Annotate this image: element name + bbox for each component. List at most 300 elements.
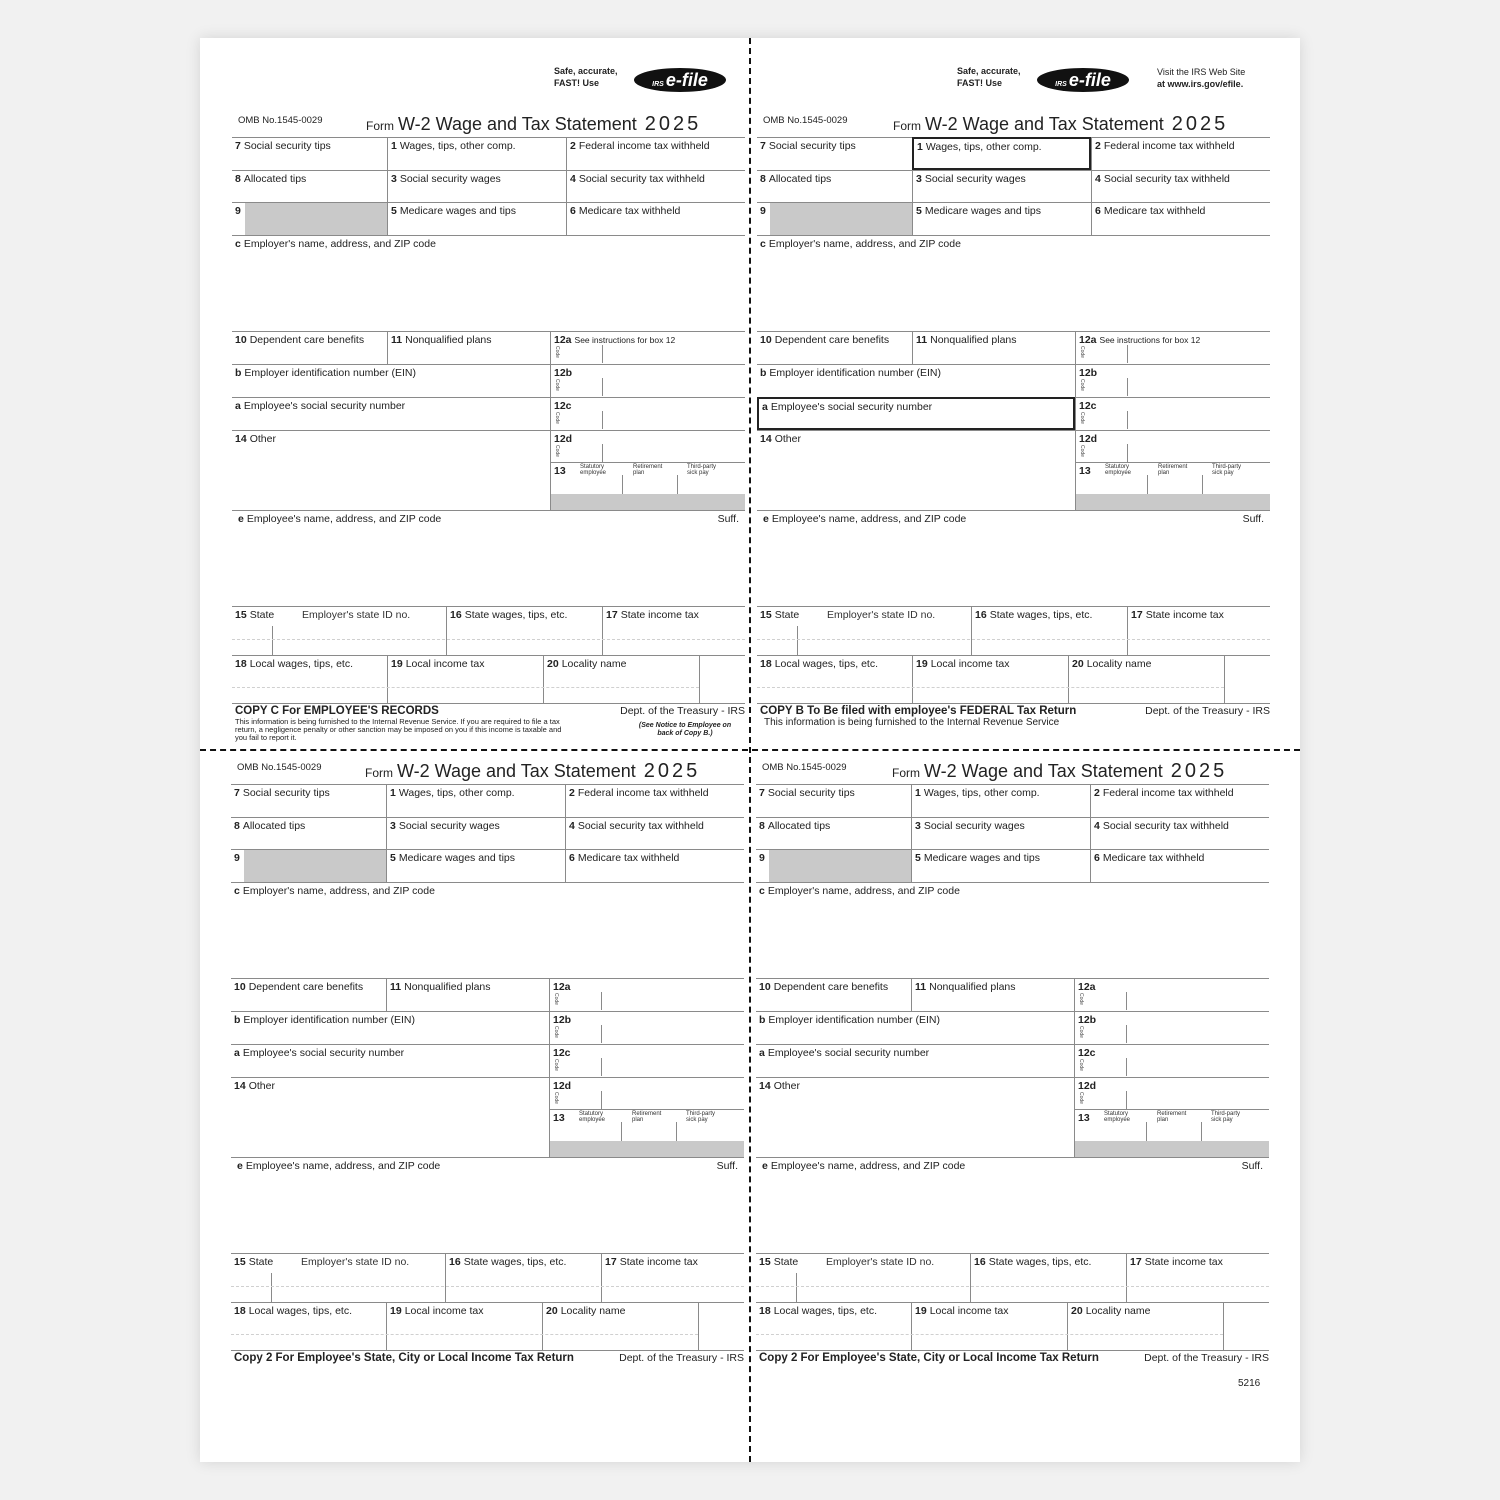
- box-15-state-number: 15: [235, 609, 247, 621]
- box-20-extra[interactable]: [1224, 655, 1270, 703]
- state-divider: [796, 1273, 797, 1302]
- box-14-other-number: 14: [759, 1080, 771, 1092]
- box-8-number: 8: [235, 173, 241, 185]
- box-e-employee[interactable]: [756, 1157, 1269, 1253]
- box-12-code-divider: [601, 1091, 602, 1109]
- box-12c[interactable]: [1075, 397, 1270, 430]
- box-8-label: Allocated tips: [768, 173, 832, 185]
- box-7[interactable]: [756, 784, 911, 817]
- box-11[interactable]: [911, 978, 1074, 1011]
- dept-treasury: Dept. of the Treasury - IRS: [619, 1352, 744, 1364]
- box-11-number: 11: [915, 981, 927, 993]
- box-16-label: State wages, tips, etc.: [988, 1256, 1092, 1268]
- box-6[interactable]: [1090, 849, 1269, 882]
- third-party-sick-pay-label: Third-party sick pay: [1212, 464, 1242, 476]
- box-12b-number: 12b: [1079, 367, 1098, 379]
- box-b-ein-number: b: [760, 367, 767, 379]
- box-7-number: 7: [759, 787, 765, 799]
- box-9-shaded: [769, 850, 911, 882]
- box-5-label: Medicare wages and tips: [399, 205, 516, 217]
- box-12-code-divider: [601, 1058, 602, 1076]
- box-6-number: 6: [1095, 205, 1101, 217]
- box-3-number: 3: [391, 173, 397, 185]
- box-10-number: 10: [235, 334, 247, 346]
- box-16-number: 16: [975, 609, 987, 621]
- box-8[interactable]: [232, 170, 387, 202]
- box-b-ein[interactable]: [756, 1011, 1074, 1044]
- box-13-divider: [676, 1122, 677, 1141]
- box-12d[interactable]: [1074, 1077, 1269, 1109]
- code-label: Code: [554, 346, 560, 358]
- box-e-employee[interactable]: [231, 1157, 744, 1253]
- box-20-label: Locality name: [560, 1305, 626, 1317]
- box-1[interactable]: [911, 784, 1090, 817]
- box-13-number: 13: [553, 1112, 565, 1124]
- box-20[interactable]: [543, 655, 699, 703]
- box-17[interactable]: [1127, 606, 1270, 655]
- local-line-divider: [231, 1334, 698, 1335]
- box-c-employer[interactable]: [232, 235, 745, 331]
- form-title: [892, 760, 1227, 783]
- tax-year: 2025: [1170, 760, 1228, 782]
- omb-number: OMB No.1545-0029: [762, 762, 847, 773]
- box-b-ein[interactable]: [231, 1011, 549, 1044]
- box-c-employer[interactable]: [757, 235, 1270, 331]
- box-15-state-label: State: [774, 609, 800, 621]
- box-e-number: e: [762, 1160, 768, 1172]
- box-10-number: 10: [759, 981, 771, 993]
- box-b-ein-label: Employer identification number (EIN): [244, 367, 416, 379]
- box-a-ssn[interactable]: [232, 397, 550, 430]
- box-20[interactable]: [1067, 1302, 1223, 1350]
- box-12d[interactable]: [549, 1077, 744, 1109]
- box-20-extra[interactable]: [699, 655, 745, 703]
- box-20-number: 20: [1071, 1305, 1083, 1317]
- box-19[interactable]: [386, 1302, 542, 1350]
- tagline-1: Safe, accurate,: [554, 66, 618, 76]
- box-4[interactable]: [1091, 170, 1270, 202]
- box-13-divider: [1201, 1122, 1202, 1141]
- box-14-other[interactable]: [756, 1077, 1074, 1157]
- box-7[interactable]: [232, 137, 387, 170]
- box-1-label: Wages, tips, other comp.: [925, 141, 1042, 153]
- box-c-employer-label: Employer's name, address, and ZIP code: [768, 238, 961, 250]
- copy-title: COPY B To Be filed with employee's FEDERAL Tax Return: [760, 705, 1077, 717]
- box-17-label: State income tax: [620, 609, 699, 621]
- box-12-code-divider: [602, 345, 603, 363]
- box-3[interactable]: [386, 817, 565, 849]
- box-4-label: Social security tax withheld: [577, 820, 704, 832]
- box-c-employer-number: c: [234, 885, 240, 897]
- box-12d[interactable]: [1075, 430, 1270, 462]
- box-12-code-divider: [1126, 1025, 1127, 1043]
- dept-treasury: Dept. of the Treasury - IRS: [1144, 1352, 1269, 1364]
- box-14-other[interactable]: [757, 430, 1075, 510]
- box-e-number: e: [237, 1160, 243, 1172]
- box-1-label: Wages, tips, other comp.: [399, 140, 516, 152]
- copy-title: Copy 2 For Employee's State, City or Local Income Tax Return: [759, 1352, 1099, 1364]
- box-18[interactable]: [232, 655, 387, 703]
- box-e-number: e: [238, 513, 244, 525]
- box-12c[interactable]: [1074, 1044, 1269, 1077]
- statutory-employee-label: Statutory employee: [580, 464, 607, 476]
- box-15-state-label: State: [249, 609, 275, 621]
- code-label: Code: [1079, 379, 1085, 391]
- box-12b[interactable]: [1075, 364, 1270, 397]
- box-12-code-divider: [1126, 1091, 1127, 1109]
- box-12a[interactable]: [550, 331, 745, 364]
- w2-form-copy-1: [232, 66, 745, 757]
- employer-state-id-label: Employer's state ID no.: [826, 1256, 935, 1268]
- box-7-number: 7: [760, 140, 766, 152]
- box-1-label: Wages, tips, other comp.: [923, 787, 1040, 799]
- box-6-label: Medicare tax withheld: [1102, 852, 1205, 864]
- box-a-ssn[interactable]: [756, 1044, 1074, 1077]
- box-10[interactable]: [231, 978, 386, 1011]
- box-c-employer-label: Employer's name, address, and ZIP code: [767, 885, 960, 897]
- logo-text: e-file: [665, 70, 708, 90]
- box-14-other-label: Other: [774, 433, 801, 445]
- box-13-divider: [621, 1122, 622, 1141]
- box-12a[interactable]: [1075, 331, 1270, 364]
- box-20-extra[interactable]: [1223, 1302, 1269, 1350]
- code-label: Code: [554, 379, 560, 391]
- box-7-number: 7: [234, 787, 240, 799]
- box-12d-number: 12d: [554, 433, 573, 445]
- box-b-ein[interactable]: [757, 364, 1075, 397]
- box-1[interactable]: [386, 784, 565, 817]
- box-9-number: 9: [760, 205, 766, 217]
- box-16[interactable]: [445, 1253, 601, 1302]
- visit-line-2: at www.irs.gov/efile.: [1157, 79, 1244, 89]
- copy-note: This information is being furnished to the Internal Revenue Service: [764, 717, 1060, 728]
- state-line-divider: [757, 639, 1270, 640]
- visit-line-1: Visit the IRS Web Site: [1157, 67, 1246, 77]
- state-divider: [272, 626, 273, 655]
- employer-state-id-label: Employer's state ID no.: [301, 1256, 410, 1268]
- form-title: [893, 113, 1228, 136]
- suffix-label: Suff.: [1242, 513, 1264, 525]
- w2-form-copy-2: [757, 66, 1270, 757]
- box-4[interactable]: [565, 817, 744, 849]
- box-8[interactable]: [757, 170, 912, 202]
- box-19-number: 19: [916, 658, 928, 670]
- copy-title: COPY C For EMPLOYEE'S RECORDS: [235, 705, 439, 717]
- box-12d-number: 12d: [553, 1080, 572, 1092]
- box-18-number: 18: [759, 1305, 771, 1317]
- box-19[interactable]: [911, 1302, 1067, 1350]
- form-name: W-2 Wage and Tax Statement: [924, 761, 1163, 781]
- box-e-number: e: [763, 513, 769, 525]
- box-c-employer-label: Employer's name, address, and ZIP code: [242, 885, 435, 897]
- box-c-employer-number: c: [759, 885, 765, 897]
- form-word: Form: [366, 119, 394, 133]
- box-4-number: 4: [1095, 173, 1101, 185]
- box-12d[interactable]: [550, 430, 745, 462]
- box-e-label: Employee's name, address, and ZIP code: [246, 513, 442, 525]
- box-b-ein[interactable]: [232, 364, 550, 397]
- box-20-number: 20: [1072, 658, 1084, 670]
- box-4-label: Social security tax withheld: [1103, 173, 1230, 185]
- box-7-label: Social security tips: [767, 787, 855, 799]
- copy-title: Copy 2 For Employee's State, City or Local Income Tax Return: [234, 1352, 574, 1364]
- box-3[interactable]: [387, 170, 566, 202]
- box-18[interactable]: [757, 655, 912, 703]
- box-6[interactable]: [1091, 202, 1270, 235]
- footer-rule: [756, 1350, 1269, 1351]
- box-13-divider: [677, 475, 678, 494]
- retirement-plan-label: Retirement plan: [633, 464, 663, 476]
- box-20[interactable]: [1068, 655, 1224, 703]
- code-label: Code: [1078, 1026, 1084, 1038]
- box-19-number: 19: [391, 658, 403, 670]
- box-12b[interactable]: [550, 364, 745, 397]
- box-7-label: Social security tips: [768, 140, 856, 152]
- box-4-number: 4: [569, 820, 575, 832]
- retirement-plan-label: Retirement plan: [632, 1111, 662, 1123]
- box-4[interactable]: [1090, 817, 1269, 849]
- retirement-plan-label: Retirement plan: [1158, 464, 1188, 476]
- box-20[interactable]: [542, 1302, 698, 1350]
- box-a-ssn-label: Employee's social security number: [767, 1047, 930, 1059]
- box-13-divider: [622, 475, 623, 494]
- box-4[interactable]: [566, 170, 745, 202]
- box-b-ein-label: Employer identification number (EIN): [768, 1014, 940, 1026]
- box-12c-number: 12c: [554, 400, 572, 412]
- box-2[interactable]: [1091, 137, 1270, 170]
- box-18-label: Local wages, tips, etc.: [774, 658, 878, 670]
- box-14-other-label: Other: [248, 1080, 275, 1092]
- box-8[interactable]: [231, 817, 386, 849]
- irs-efile-logo: [634, 68, 726, 92]
- box-15-state-number: 15: [760, 609, 772, 621]
- box-11-number: 11: [916, 334, 928, 346]
- box-e-employee[interactable]: [232, 510, 745, 606]
- box-12a[interactable]: [549, 978, 744, 1011]
- box-b-ein-number: b: [759, 1014, 766, 1026]
- box-17-number: 17: [606, 609, 618, 621]
- box-11[interactable]: [387, 331, 550, 364]
- box-2[interactable]: [1090, 784, 1269, 817]
- form-word: Form: [892, 766, 920, 780]
- box-b-ein-label: Employer identification number (EIN): [769, 367, 941, 379]
- box-17-label: State income tax: [1144, 1256, 1223, 1268]
- box-16[interactable]: [970, 1253, 1126, 1302]
- box-16-number: 16: [449, 1256, 461, 1268]
- box-b-ein-number: b: [234, 1014, 241, 1026]
- code-label: Code: [1079, 445, 1085, 457]
- box-12a[interactable]: [1074, 978, 1269, 1011]
- box-13-shaded: [551, 494, 745, 510]
- box-11-label: Nonqualified plans: [404, 981, 491, 993]
- box-11[interactable]: [912, 331, 1075, 364]
- code-label: Code: [1079, 412, 1085, 424]
- suffix-label: Suff.: [1241, 1160, 1263, 1172]
- employer-state-id-label: Employer's state ID no.: [827, 609, 936, 621]
- box-20-label: Locality name: [1085, 1305, 1151, 1317]
- box-16[interactable]: [971, 606, 1127, 655]
- box-3-number: 3: [916, 173, 922, 185]
- third-party-sick-pay-label: Third-party sick pay: [686, 1111, 716, 1123]
- box-4-label: Social security tax withheld: [578, 173, 705, 185]
- box-10[interactable]: [232, 331, 387, 364]
- box-3-label: Social security wages: [398, 820, 500, 832]
- box-18-number: 18: [235, 658, 247, 670]
- code-label: Code: [553, 1059, 559, 1071]
- box-c-employer[interactable]: [231, 882, 744, 978]
- box-11[interactable]: [386, 978, 549, 1011]
- box-7-label: Social security tips: [243, 140, 331, 152]
- box-13-shaded: [1075, 1141, 1269, 1157]
- box-19-number: 19: [390, 1305, 402, 1317]
- box-5[interactable]: [386, 849, 565, 882]
- box-2-label: Federal income tax withheld: [578, 140, 710, 152]
- box-17[interactable]: [601, 1253, 744, 1302]
- box-6[interactable]: [566, 202, 745, 235]
- box-14-other[interactable]: [231, 1077, 549, 1157]
- box-17-number: 17: [1130, 1256, 1142, 1268]
- box-5[interactable]: [911, 849, 1090, 882]
- box-a-ssn[interactable]: [231, 1044, 549, 1077]
- box-12c[interactable]: [550, 397, 745, 430]
- box-12b[interactable]: [1074, 1011, 1269, 1044]
- box-e-label: Employee's name, address, and ZIP code: [245, 1160, 441, 1172]
- box-2[interactable]: [565, 784, 744, 817]
- box-3-label: Social security wages: [923, 820, 1025, 832]
- box-5[interactable]: [387, 202, 566, 235]
- box-9-number: 9: [235, 205, 241, 217]
- box-7-label: Social security tips: [242, 787, 330, 799]
- box-18[interactable]: [756, 1302, 911, 1350]
- box-1[interactable]: [387, 137, 566, 170]
- irs-efile-logo: [1037, 68, 1129, 92]
- box-c-employer[interactable]: [756, 882, 1269, 978]
- irs-website-note: [1157, 66, 1245, 90]
- box-8[interactable]: [756, 817, 911, 849]
- box-6-number: 6: [1094, 852, 1100, 864]
- box-10[interactable]: [757, 331, 912, 364]
- box-12a-note: See instructions for box 12: [1099, 335, 1201, 345]
- box-17-number: 17: [1131, 609, 1143, 621]
- box-7[interactable]: [231, 784, 386, 817]
- footer-rule: [232, 703, 745, 704]
- box-11-number: 11: [391, 334, 403, 346]
- box-20-number: 20: [547, 658, 559, 670]
- box-6[interactable]: [565, 849, 744, 882]
- logo-irs: IRS: [1055, 81, 1067, 88]
- box-14-other-number: 14: [234, 1080, 246, 1092]
- box-13-number: 13: [1079, 465, 1091, 477]
- box-3[interactable]: [912, 170, 1091, 202]
- logo-text: e-file: [1068, 70, 1111, 90]
- box-a-ssn-number: a: [235, 400, 241, 412]
- box-10-label: Dependent care benefits: [249, 334, 365, 346]
- box-b-ein-number: b: [235, 367, 242, 379]
- box-12c[interactable]: [549, 1044, 744, 1077]
- footer-rule: [231, 1350, 744, 1351]
- box-2-label: Federal income tax withheld: [577, 787, 709, 799]
- tagline-2: FAST! Use: [554, 78, 600, 88]
- box-19[interactable]: [912, 655, 1068, 703]
- box-1-number: 1: [390, 787, 396, 799]
- box-19[interactable]: [387, 655, 543, 703]
- box-12-code-divider: [1127, 411, 1128, 429]
- box-18-number: 18: [234, 1305, 246, 1317]
- box-3[interactable]: [911, 817, 1090, 849]
- box-6-label: Medicare tax withheld: [1103, 205, 1206, 217]
- box-3-label: Social security wages: [399, 173, 501, 185]
- tax-year: 2025: [643, 760, 701, 782]
- box-12b[interactable]: [549, 1011, 744, 1044]
- form-title: [365, 760, 700, 783]
- box-12-code-divider: [602, 411, 603, 429]
- box-5-number: 5: [390, 852, 396, 864]
- statutory-employee-label: Statutory employee: [1104, 1111, 1131, 1123]
- box-17[interactable]: [1126, 1253, 1269, 1302]
- box-5-label: Medicare wages and tips: [398, 852, 515, 864]
- box-3-number: 3: [915, 820, 921, 832]
- box-14-other-number: 14: [760, 433, 772, 445]
- box-5[interactable]: [912, 202, 1091, 235]
- box-1[interactable]: [912, 137, 1091, 170]
- box-12b-number: 12b: [553, 1014, 572, 1026]
- state-line-divider: [232, 639, 745, 640]
- box-5-label: Medicare wages and tips: [924, 205, 1041, 217]
- state-line-divider: [756, 1286, 1269, 1287]
- box-18-label: Local wages, tips, etc.: [248, 1305, 352, 1317]
- box-1-number: 1: [915, 787, 921, 799]
- box-a-ssn-number: a: [759, 1047, 765, 1059]
- box-4-label: Social security tax withheld: [1102, 820, 1229, 832]
- box-18[interactable]: [231, 1302, 386, 1350]
- third-party-sick-pay-label: Third-party sick pay: [687, 464, 717, 476]
- suffix-label: Suff.: [717, 513, 739, 525]
- box-5-number: 5: [391, 205, 397, 217]
- box-a-ssn[interactable]: [757, 397, 1075, 430]
- box-17[interactable]: [602, 606, 745, 655]
- box-e-employee[interactable]: [757, 510, 1270, 606]
- box-5-label: Medicare wages and tips: [923, 852, 1040, 864]
- box-12-code-divider: [602, 444, 603, 462]
- box-12b-number: 12b: [1078, 1014, 1097, 1026]
- dept-treasury: Dept. of the Treasury - IRS: [1145, 705, 1270, 717]
- box-16-label: State wages, tips, etc.: [989, 609, 1093, 621]
- box-9-shaded: [245, 203, 387, 235]
- box-19-label: Local income tax: [930, 658, 1010, 670]
- box-1-label: Wages, tips, other comp.: [398, 787, 515, 799]
- box-8-number: 8: [234, 820, 240, 832]
- box-12-code-divider: [1127, 444, 1128, 462]
- notice-to-employee: (See Notice to Employee on back of Copy B.): [638, 722, 732, 737]
- box-2[interactable]: [566, 137, 745, 170]
- box-16[interactable]: [446, 606, 602, 655]
- box-13-number: 13: [1078, 1112, 1090, 1124]
- box-16-label: State wages, tips, etc.: [464, 609, 568, 621]
- box-11-label: Nonqualified plans: [930, 334, 1017, 346]
- box-12d-number: 12d: [1078, 1080, 1097, 1092]
- box-7[interactable]: [757, 137, 912, 170]
- box-a-ssn-label: Employee's social security number: [242, 1047, 405, 1059]
- box-14-other[interactable]: [232, 430, 550, 510]
- tax-year: 2025: [1171, 113, 1229, 135]
- box-10[interactable]: [756, 978, 911, 1011]
- code-label: Code: [553, 993, 559, 1005]
- box-17-label: State income tax: [1145, 609, 1224, 621]
- box-20-extra[interactable]: [698, 1302, 744, 1350]
- code-label: Code: [553, 1092, 559, 1104]
- box-2-number: 2: [1095, 140, 1101, 152]
- box-20-label: Locality name: [561, 658, 627, 670]
